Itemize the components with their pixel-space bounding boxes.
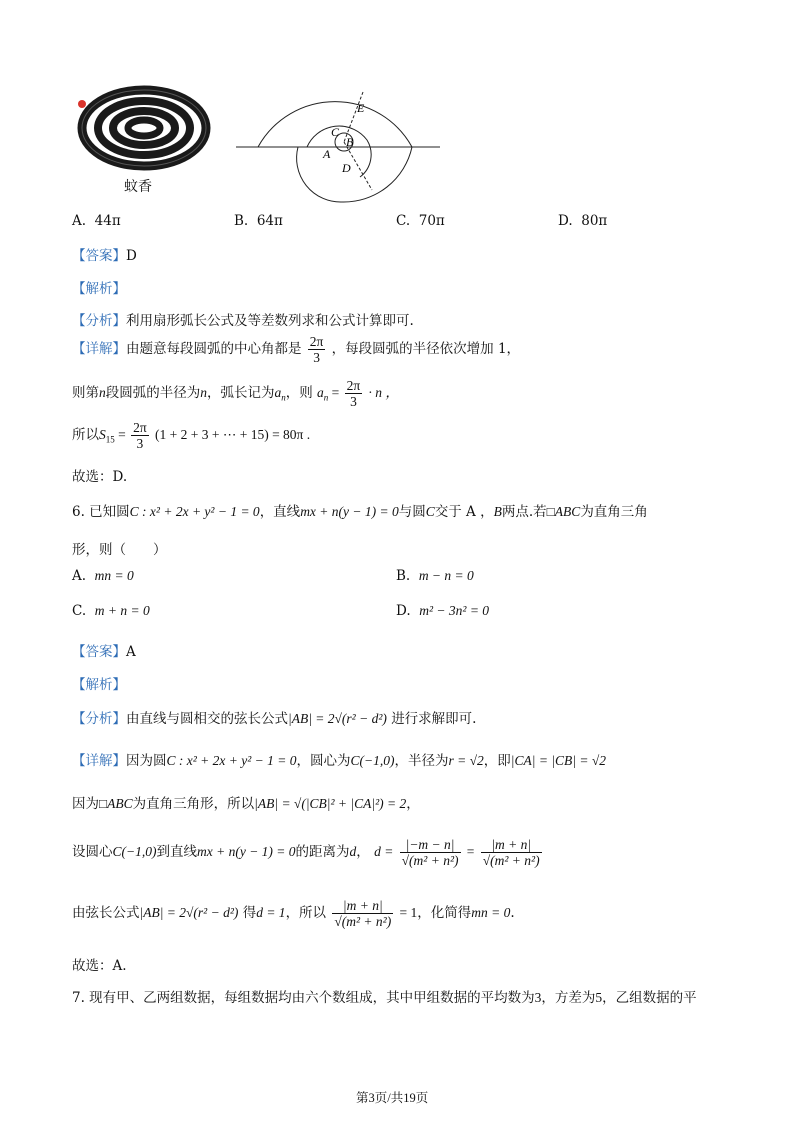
q6-detail-line3: 设圆心C(−1,0)到直线mx + n(y − 1) = 0的距离为d， d = $\frac{|-m - n|}{\text{√(m² + n²)}}$ = $\frac{|m + n|}{\text{√(m² + n²)}}$ (72, 837, 540, 868)
coil-tip-icon (78, 100, 86, 108)
answer-label: 【答案】 (72, 248, 126, 264)
q6-conclusion: 故选：A. (72, 958, 127, 974)
q6-fenxi: 【分析】由直线与圆相交的弦长公式|AB| = 2√(r² − d²) 进行求解即可. (72, 711, 477, 727)
page-number: 第3页/共19页 (356, 1091, 429, 1105)
q5-option-a: A. 44π (72, 213, 121, 229)
q5-option-c: C. 70π (396, 213, 445, 229)
q6-detail-line4: 由弦长公式|AB| = 2√(r² − d²) 得d = 1，所以 $\frac{|m + n|}{\text{√(m² + n²)}}$ = 1，化简得mn = 0. (72, 898, 515, 929)
label-D: D (342, 161, 351, 175)
q6-analysis-label: 【解析】 (72, 677, 126, 693)
q5-conclusion: 故选：D. (72, 469, 128, 485)
label-C: C (331, 125, 340, 139)
q6-option-a: A. mn = 0 (72, 568, 134, 584)
q5-detail-line1: 【详解】由题意每段圆弧的中心角都是 $\frac{2\pi}{3}$ ，每段圆弧的半径依次增加 1， (72, 334, 521, 365)
q5-detail-line3: 所以$S_{15}$ = $\frac{2\pi}{3}$ (1 + 2 + 3 + ⋯ + 15) = 80π . (72, 420, 311, 451)
q5-detail-line2: 则第n段圆弧的半径为n，弧长记为$a_n$，则 $a_n$ = $\frac{2\pi}{3}$ · n ， (72, 378, 399, 409)
q5-analysis-label: 【解析】 (72, 281, 126, 297)
q5-fenxi: 【分析】利用扇形弧长公式及等差数列求和公式计算即可. (72, 313, 414, 329)
mosquito-coil-image (72, 78, 214, 178)
coil-caption: 蚊香 (124, 179, 152, 195)
q6-stem-line1: 6. 已知圆C : x² + 2x + y² − 1 = 0，直线mx + n(y − 1) = 0与圆C交于 A ，B两点.若□ABC为直角三角 (72, 504, 648, 520)
q6-detail-line2: 因为□ABC为直角三角形，所以|AB| = √(|CB|² + |CA|²) = 2， (72, 796, 420, 812)
q6-detail-line1: 【详解】因为圆C : x² + 2x + y² − 1 = 0，圆心为C(−1,0)，半径为r = √2，即|CA| = |CB| = √2 (72, 753, 607, 769)
q5-option-b: B. 64π (234, 213, 283, 229)
answer-value: D (126, 248, 137, 264)
q6-stem-line2: 形，则（ ） (72, 542, 167, 558)
spiral-arc-diagram (236, 72, 441, 204)
label-E: E (357, 101, 365, 115)
mosquito-coil-figure (72, 78, 214, 178)
q7-stem: 7. 现有甲、乙两组数据，每组数据均由六个数组成，其中甲组数据的平均数为3，方差为5，乙组数据的平 (72, 990, 697, 1006)
label-A: A (323, 147, 331, 161)
q6-answer: 【答案】A (72, 644, 136, 660)
label-B: B (346, 135, 354, 149)
q5-answer (72, 244, 137, 264)
q6-option-d: D. m² − 3n² = 0 (396, 603, 490, 619)
q6-option-c: C. m + n = 0 (72, 603, 150, 619)
q6-option-b: B. m − n = 0 (396, 568, 474, 584)
q5-option-d: D. 80π (558, 213, 608, 229)
fraction: $\frac{2\pi}{3}$ (309, 334, 324, 365)
